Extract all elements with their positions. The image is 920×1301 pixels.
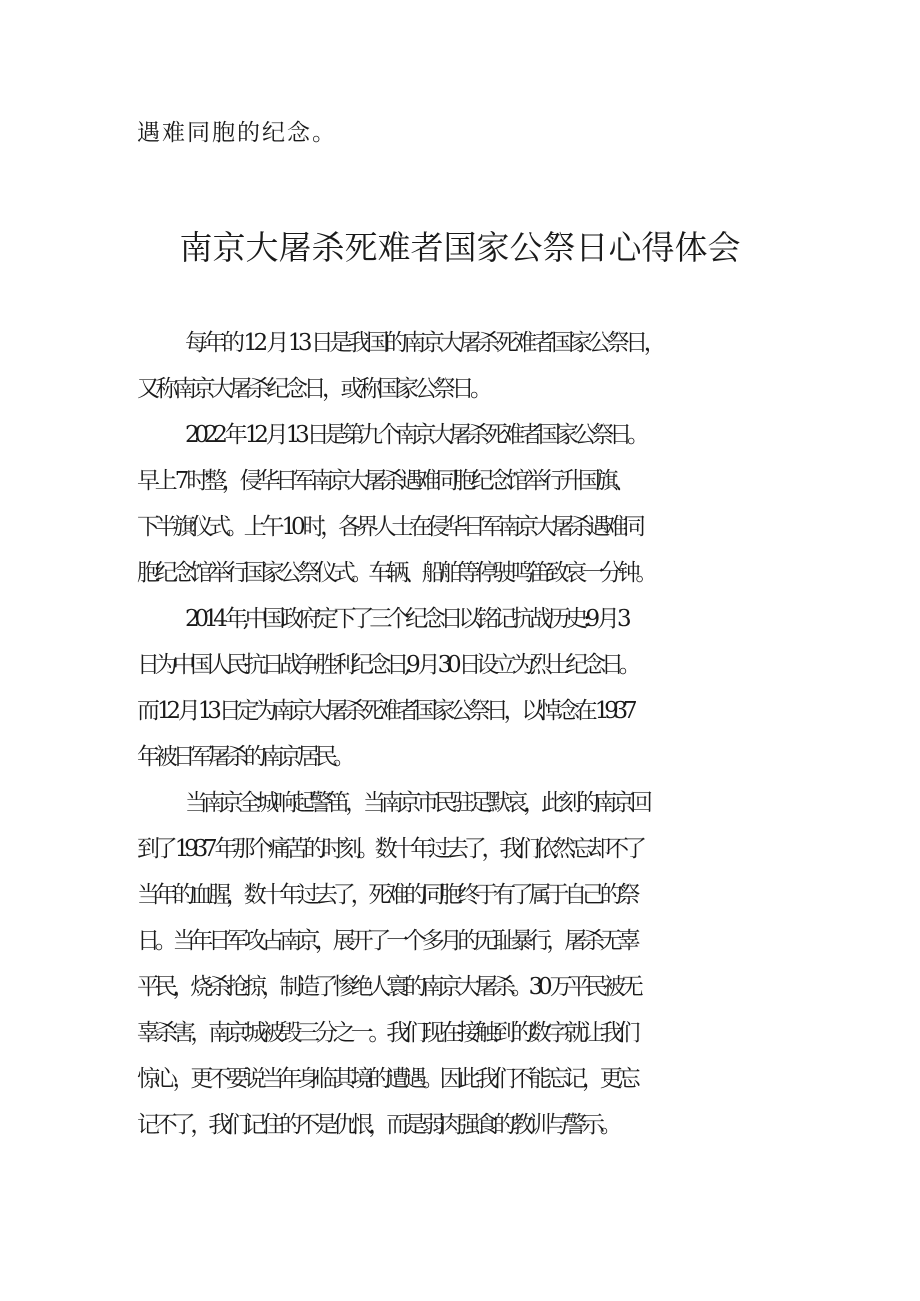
paragraph-2-line-1: 2022 年 12 月 13 日是第九个南京大屠杀死难者国家公祭日。: [185, 422, 645, 448]
paragraph-1-line-1: 每年的 12 月 13 日是我国的南京大屠杀死难者国家公祭日，: [185, 330, 663, 356]
document-title: 南京大屠杀死难者国家公祭日心得体会: [179, 228, 741, 267]
paragraph-4-line-2: 到了 1937 年那个痛苦的时刻。数十年过去了，我们依然忘却不了: [137, 836, 642, 862]
paragraph-3-line-1: 2014 年,中国政府定下了三个纪念日以铭记抗战历史:9 月 3: [185, 606, 627, 632]
paragraph-4-line-6: 辜杀害，南京城被毁三分之一。我们现在接触到的数字就让我们: [137, 1020, 636, 1046]
paragraph-3-line-3: 而 12 月 13 日定为南京大屠杀死难者国家公祭日，以悼念在 1937: [137, 698, 633, 724]
paragraph-3-line-2: 日为中国人民抗日战争胜利纪念日,9 月 30 日设立为烈士纪念日。: [137, 652, 637, 678]
paragraph-4-line-3: 当年的血腥，数十年过去了，死难的同胞终于有了属于自己的祭: [137, 882, 636, 908]
paragraph-2-line-3: 下半旗仪式。上午 10 时，各界人士在侵华日军南京大屠杀遇难同: [137, 514, 641, 540]
paragraph-4-line-5: 平民，烧杀抢掠，制造了惨绝人寰的南京大屠杀。30 万平民被无: [137, 974, 639, 1000]
paragraph-2-line-4: 胞纪念馆举行国家公祭仪式。车辆、船舶等停驶鸣笛致哀一分钟。: [137, 560, 654, 586]
paragraph-2-line-2: 早上 7 时整，侵华日军南京大屠杀遇难同胞纪念馆举行升国旗、: [137, 468, 632, 494]
paragraph-3-line-4: 年被日军屠杀的南京居民。: [137, 744, 351, 770]
paragraph-4-line-4: 日。当年日军攻占南京，展开了一个多月的无耻暴行，屠杀无辜: [137, 928, 636, 954]
document-body: [137, 320, 797, 1148]
paragraph-4-line-8: 记不了，我们记住的不是仇恨，而是弱肉强食的教训与警示。: [137, 1112, 618, 1138]
paragraph-4-line-7: 惊心，更不要说当年身临其境的遭遇。因此我们不能忘记，更忘: [137, 1066, 636, 1092]
paragraph-4-line-1: 当南京全城响起警笛，当南京市民驻足默哀，此刻的南京回: [185, 790, 648, 816]
paragraph-1-line-2: 又称南京大屠杀纪念日，或称国家公祭日。: [137, 376, 489, 402]
carry-over-text: 遇难同胞的纪念。: [137, 120, 337, 146]
